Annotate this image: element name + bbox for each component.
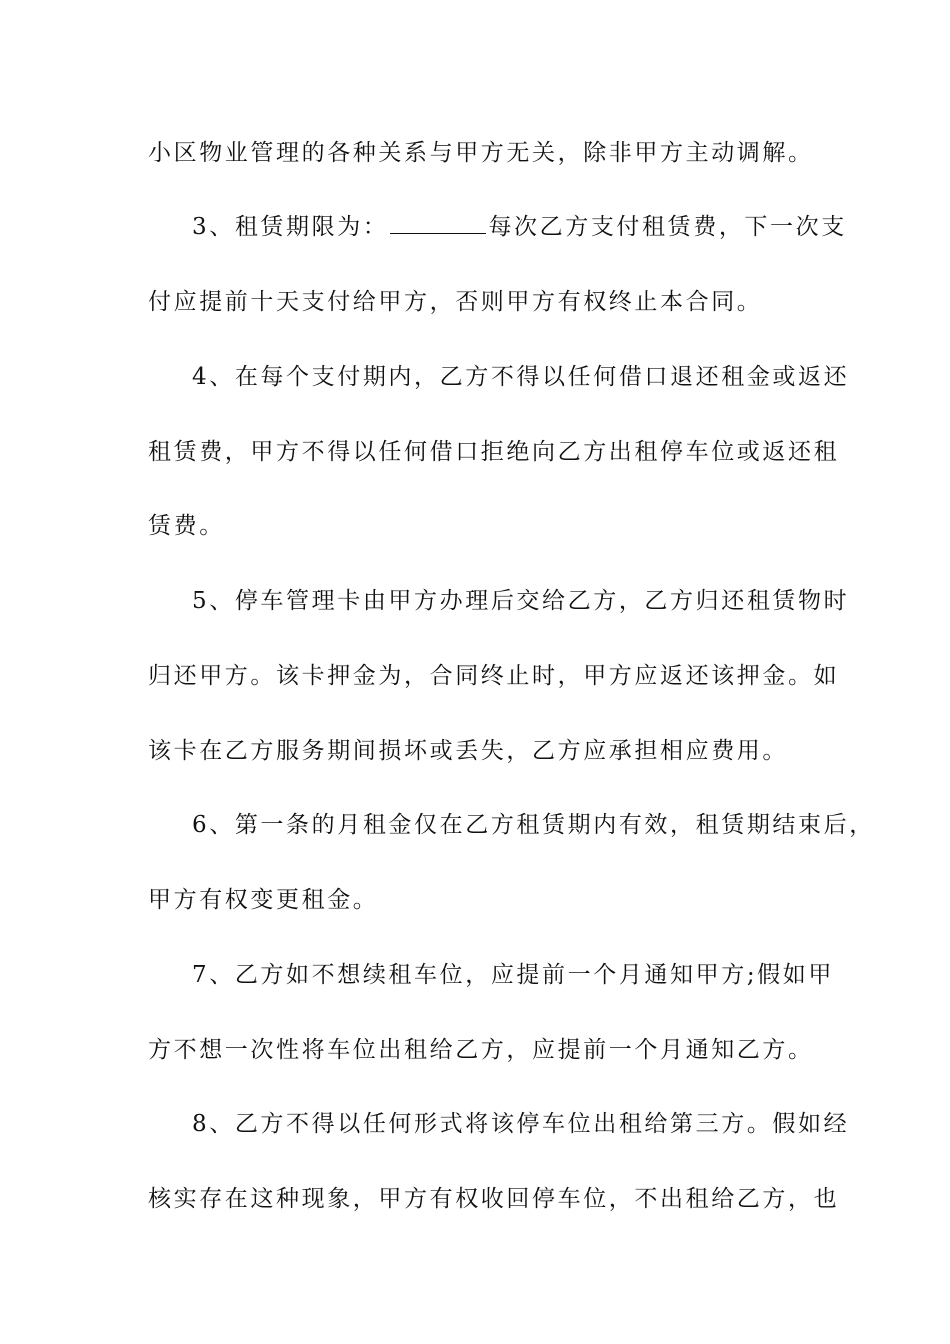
text-line: 归还甲方。该卡押金为，合同终止时，甲方应返还该押金。如	[148, 663, 840, 689]
clause-7-line-1: 7、乙方如不想续租车位，应提前一个月通知甲方;假如甲	[192, 962, 834, 988]
clause-5-line-1: 5、停车管理卡由甲方办理后交给乙方，乙方归还租赁物时	[192, 588, 850, 614]
text-line: 小区物业管理的各种关系与甲方无关，除非甲方主动调解。	[148, 140, 814, 166]
blank-field	[390, 215, 486, 234]
text-line: 赁费。	[148, 513, 225, 539]
text-line: 甲方有权变更租金。	[148, 887, 379, 913]
text-line: 付应提前十天支付给甲方，否则甲方有权终止本合同。	[148, 289, 763, 315]
clause-3-continuation: 每次乙方支付租赁费，下一次支	[488, 214, 847, 240]
text-line: 该卡在乙方服务期间损坏或丢失，乙方应承担相应费用。	[148, 738, 788, 764]
clause-8-line-1: 8、乙方不得以任何形式将该停车位出租给第三方。假如经	[192, 1111, 850, 1137]
text-line: 租赁费，甲方不得以任何借口拒绝向乙方出租停车位或返还租	[148, 439, 840, 465]
clause-4-line-1: 4、在每个支付期内，乙方不得以任何借口退还租金或返还	[192, 364, 850, 390]
clause-3-line-1	[192, 212, 857, 242]
clause-3-label: 3、租赁期限为：	[192, 214, 389, 240]
text-line: 方不想一次性将车位出租给乙方，应提前一个月通知乙方。	[148, 1037, 814, 1063]
clause-6-line-1: 6、第一条的月租金仅在乙方租赁期内有效，租赁期结束后，	[192, 812, 875, 838]
text-line: 核实存在这种现象，甲方有权收回停车位，不出租给乙方，也	[148, 1186, 840, 1212]
